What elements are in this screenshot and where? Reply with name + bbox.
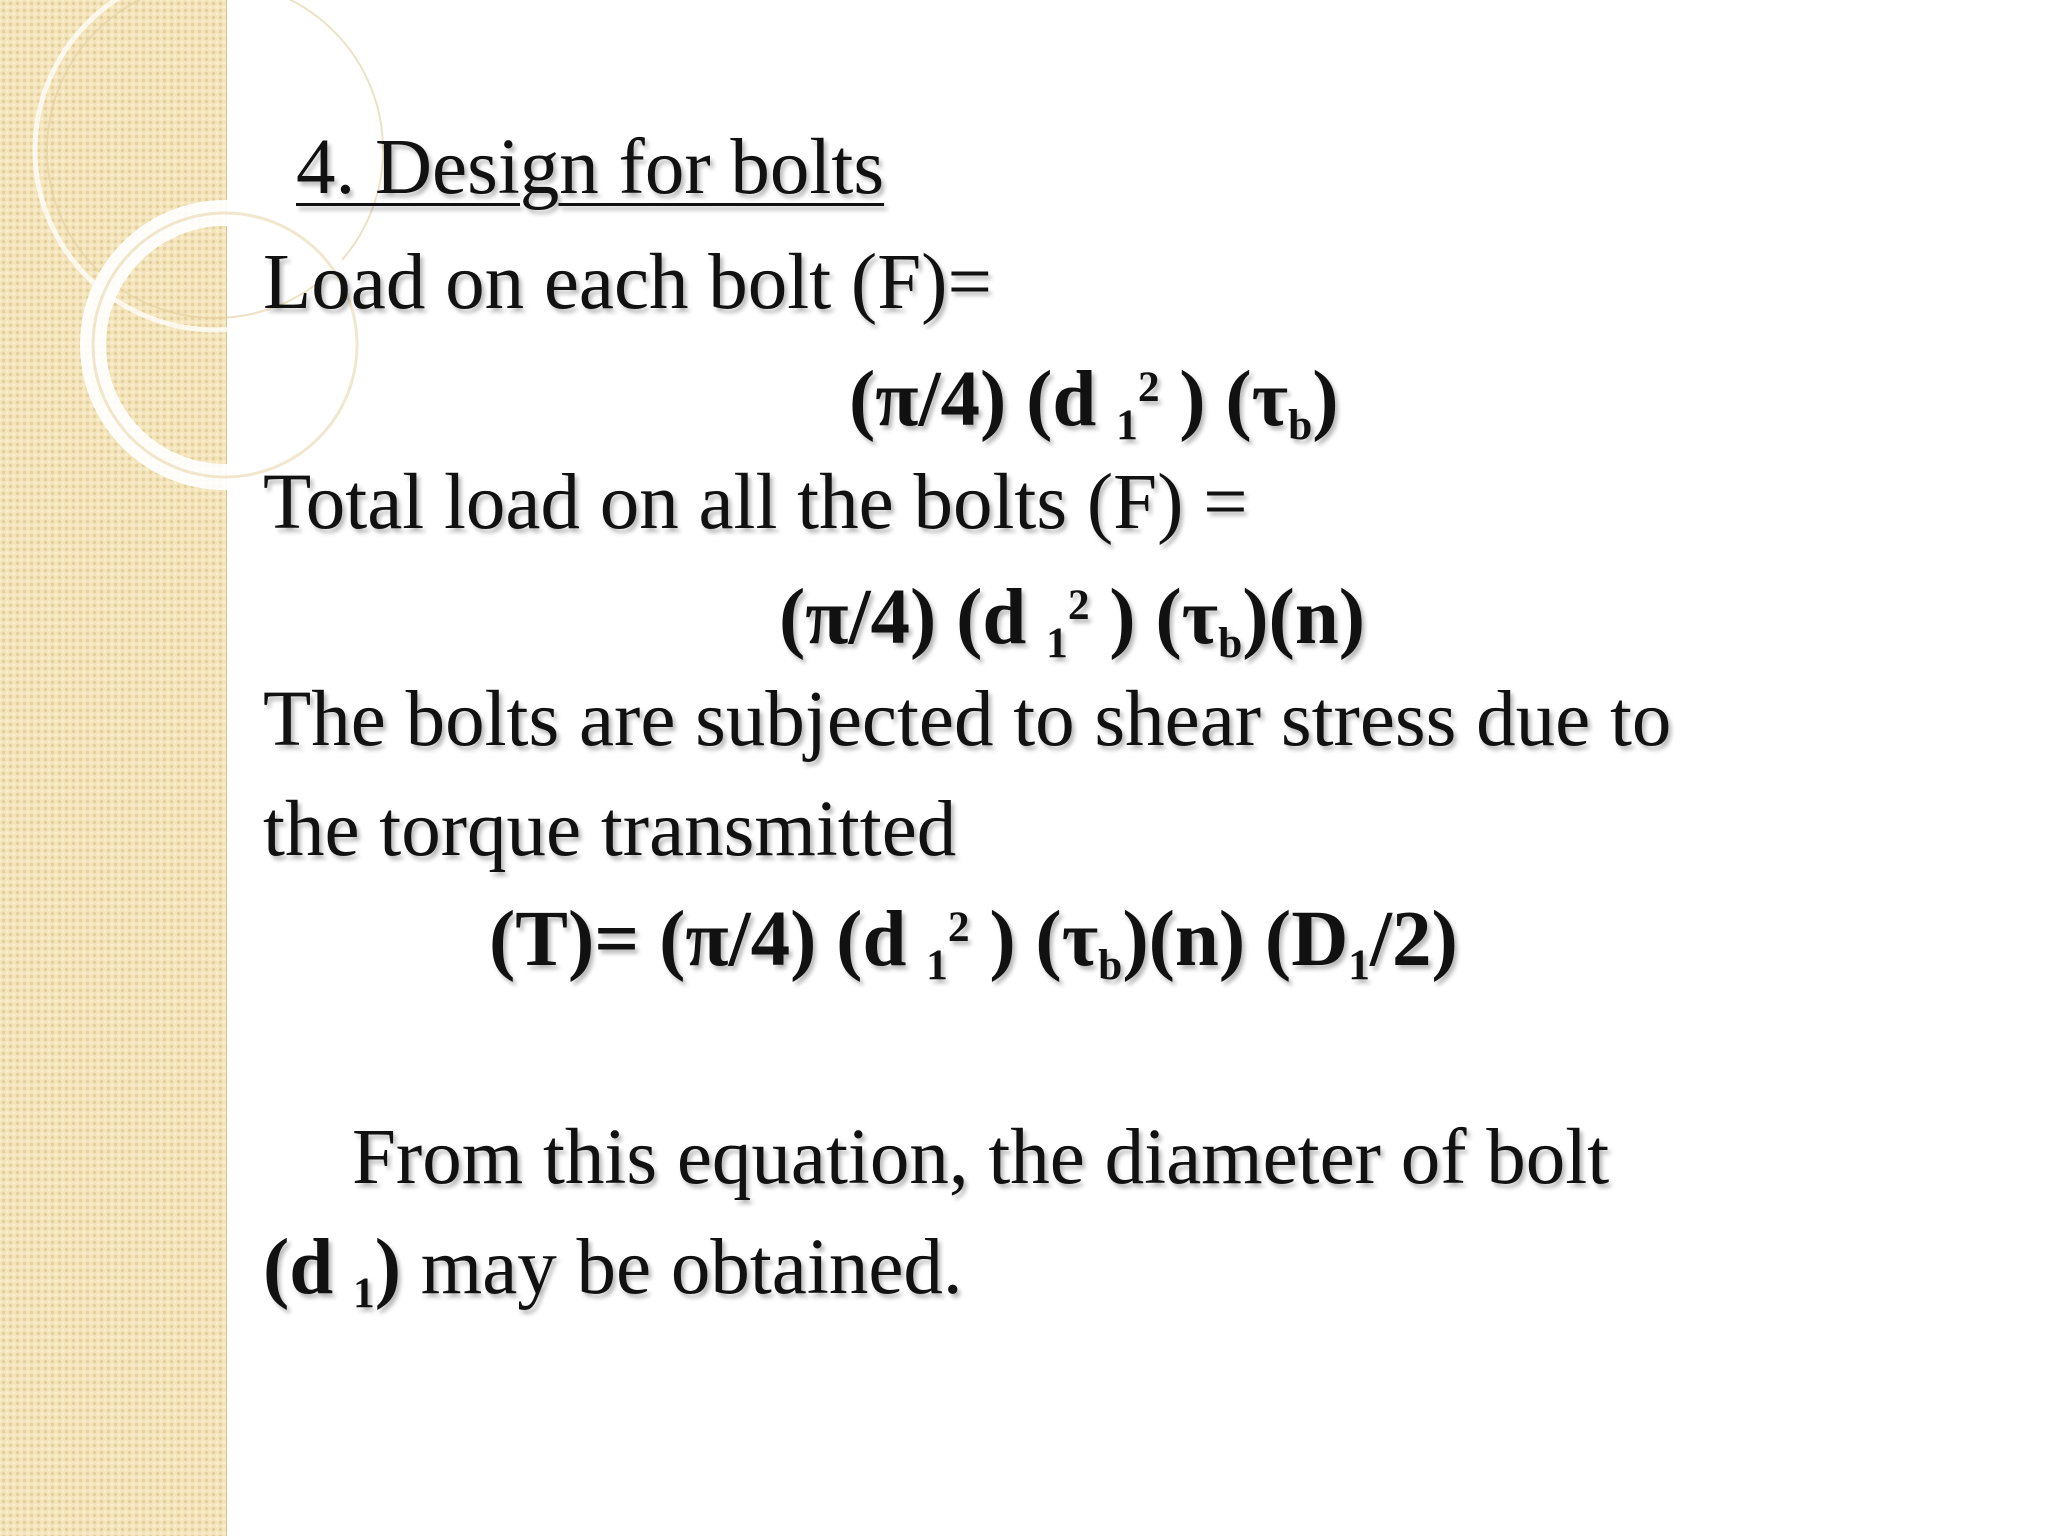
equation-total-load: (π/4) (d $_1^2$ ) $(\tau_b)(n)$ bbox=[779, 574, 1366, 667]
slide-heading: 4. Design for bolts bbox=[296, 124, 885, 211]
text-shear-stress: The bolts are subjected to shear stress due to bbox=[263, 676, 1672, 763]
text-diameter-obtained: (d $_1$) may be obtained. bbox=[263, 1224, 963, 1317]
text-from-equation: From this equation, the diameter of bolt bbox=[352, 1114, 1610, 1201]
equation-load-each-bolt: (π/4) (d $_1^2$ ) $(\tau_b)$ bbox=[849, 356, 1339, 449]
text-torque-transmitted: the torque transmitted bbox=[263, 786, 957, 873]
equation-torque: (T)= (π/4) (d $_1^2$ ) $(\tau_b)(n)$ $(D_1/2)$ bbox=[489, 896, 1458, 989]
text-total-load: Total load on all the bolts (F) = bbox=[263, 459, 1248, 546]
text-load-each-bolt: Load on each bolt (F)= bbox=[263, 239, 993, 326]
